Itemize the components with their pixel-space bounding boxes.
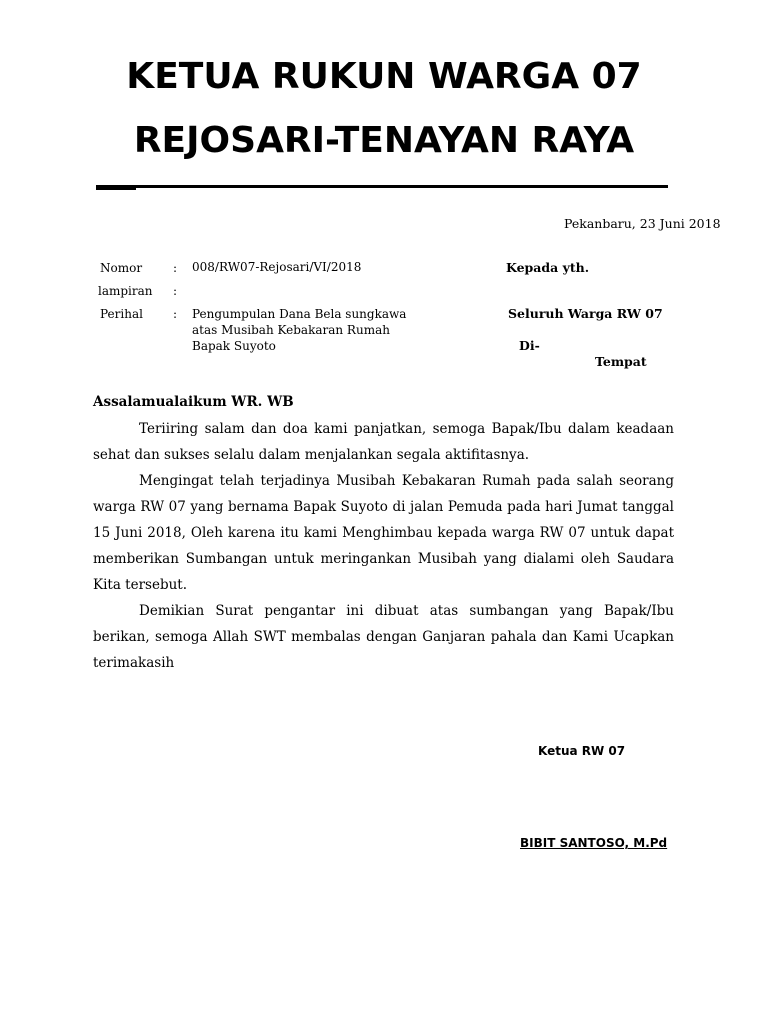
letter-body: [93, 416, 674, 676]
perihal-colon: :: [173, 307, 178, 321]
letterhead-divider-accent: [96, 188, 136, 190]
perihal-line-1: Pengumpulan Dana Bela sungkawa: [192, 307, 407, 321]
greeting: Assalamualaikum WR. WB: [93, 394, 294, 410]
recipient-to: Seluruh Warga RW 07: [508, 306, 663, 321]
body-paragraph-3: Demikian Surat pengantar ini dibuat atas sumbangan yang Bapak/Ibu berikan, semoga Allah SWT membalas dengan Ganjaran pahala dan Kami Ucapkan terimakasih: [93, 603, 674, 671]
lampiran-colon: :: [173, 284, 178, 298]
signature-position: Ketua RW 07: [538, 744, 626, 758]
nomor-colon: :: [173, 261, 178, 275]
place-date: Pekanbaru, 23 Juni 2018: [564, 216, 721, 231]
letterhead-title-line1: KETUA RUKUN WARGA 07: [126, 56, 642, 97]
letterhead-divider: [96, 185, 668, 188]
perihal-line-3: Bapak Suyoto: [192, 339, 276, 353]
nomor-value: 008/RW07-Rejosari/VI/2018: [192, 260, 362, 274]
recipient-tempat: Tempat: [595, 354, 647, 369]
perihal-line-2: atas Musibah Kebakaran Rumah: [192, 323, 390, 337]
signature-name: BIBIT SANTOSO, M.Pd: [520, 836, 668, 850]
recipient-kepada: Kepada yth.: [506, 260, 590, 275]
recipient-di: Di-: [519, 338, 540, 353]
lampiran-label: lampiran: [98, 284, 153, 298]
body-paragraph-2: Mengingat telah terjadinya Musibah Kebakaran Rumah pada salah seorang warga RW 07 yang bernama Bapak Suyoto di jalan Pemuda pada hari Jumat tanggal 15 Juni 2018, Oleh karena itu kami Menghimbau kepada warga RW 07 untuk dapat memberikan Sumbangan untuk meringankan Musibah yang dialami oleh Saudara Kita tersebut.: [93, 473, 674, 593]
nomor-label: Nomor: [100, 261, 143, 275]
letterhead-title-line2: REJOSARI-TENAYAN RAYA: [133, 120, 635, 161]
body-paragraph-1: Teriiring salam dan doa kami panjatkan, semoga Bapak/Ibu dalam keadaan sehat dan sukses selalu dalam menjalankan segala aktifitasnya.: [93, 421, 674, 463]
perihal-label: Perihal: [100, 307, 143, 321]
